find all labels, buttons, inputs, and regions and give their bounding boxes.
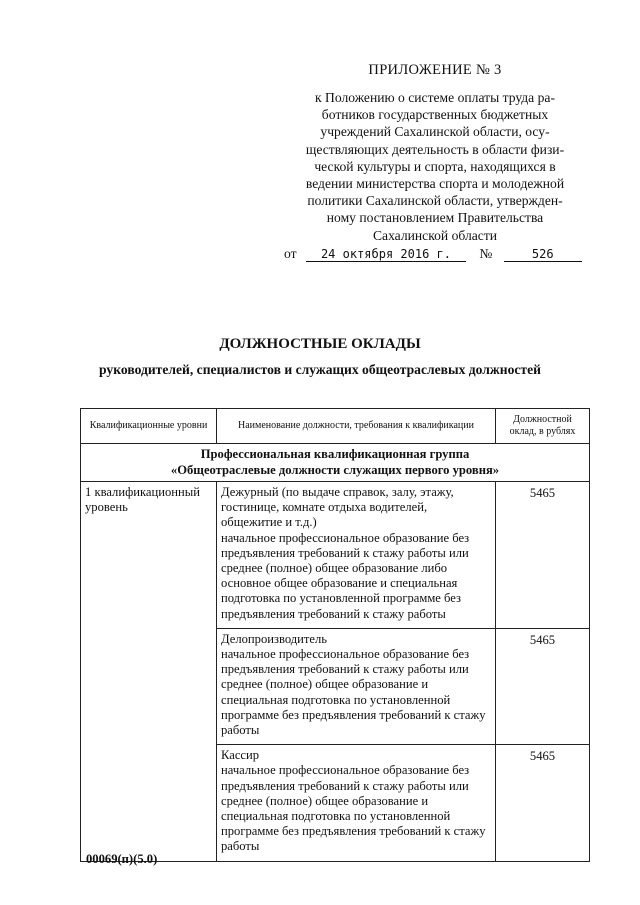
header-position: Наименование должности, требования к квалификации [217,409,496,444]
table-row [81,482,590,629]
salary-table [80,408,590,862]
salary-cell: 5465 [496,628,590,744]
annex-line: ведении министерства спорта и молодежной [305,176,565,192]
position-name: Кассир [221,748,260,763]
group-title [81,444,590,482]
position-name: Делопроизводитель [221,631,328,646]
position-cell [217,628,496,744]
position-requirements: начальное профессиональное образование без предъявления требований к стажу работы или среднее (полное) общее образование либо основное общее образование и специальная подготовка по установленной программе без предъявления требований к стажу работы [221,530,470,621]
header-salary: Должностной оклад, в рублях [496,409,590,444]
annex-line: учреждений Сахалинской области, осу- [320,124,550,140]
footer-code: 00069(п)(5.0) [86,852,158,866]
salary-cell: 5465 [496,745,590,861]
order-number: 526 [504,247,582,262]
annex-block [280,62,590,262]
position-cell [217,482,496,629]
order-date: 24 октября 2016 г. [306,247,466,262]
position-cell [217,745,496,861]
order-prefix: от [284,245,297,261]
level-cell: 1 квалификационный уровень [81,482,217,862]
annex-line: к Положению о системе оплаты труда ра- [315,90,555,105]
position-requirements: начальное профессиональное образование без предъявления требований к стажу работы или среднее (полное) общее образование и специальная подготовка по установленной программе без предъявления требований к стажу работы [221,647,486,738]
annex-line: Сахалинской области [372,227,498,243]
annex-line: ному постановлением Правительства [326,210,544,226]
group-row [81,444,590,482]
order-number-label: № [479,245,493,261]
position-name: Дежурный (по выдаче справок, залу, этажу, гостинице, комнате отдыха водителей, общежитие и т.д.) [221,485,454,530]
group-title-line: «Общеотраслевые должности служащих первого уровня» [170,462,500,477]
annex-line: ществляющих деятельность в области физи- [305,141,565,157]
order-reference [280,246,590,262]
annex-text [280,89,590,244]
document-subtitle: руководителей, специалистов и служащих общеотраслевых должностей [99,362,541,377]
salary-cell: 5465 [496,482,590,629]
table-header-row [81,409,590,444]
document-title: ДОЛЖНОСТНЫЕ ОКЛАДЫ [219,336,421,352]
group-title-line: Профессиональная квалификационная группа [200,447,470,461]
annex-title: ПРИЛОЖЕНИЕ № 3 [368,62,502,78]
annex-line: ческой культуры и спорта, находящихся в [314,158,556,174]
header-level: Квалификационные уровни [81,409,217,444]
annex-line: политики Сахалинской области, утвержден- [307,193,563,209]
annex-line: ботников государственных бюджетных [321,107,549,123]
position-requirements: начальное профессиональное образование без предъявления требований к стажу работы или среднее (полное) общее образование и специальная подготовка по установленной программе без предъявления требований к стажу работы [221,763,486,854]
